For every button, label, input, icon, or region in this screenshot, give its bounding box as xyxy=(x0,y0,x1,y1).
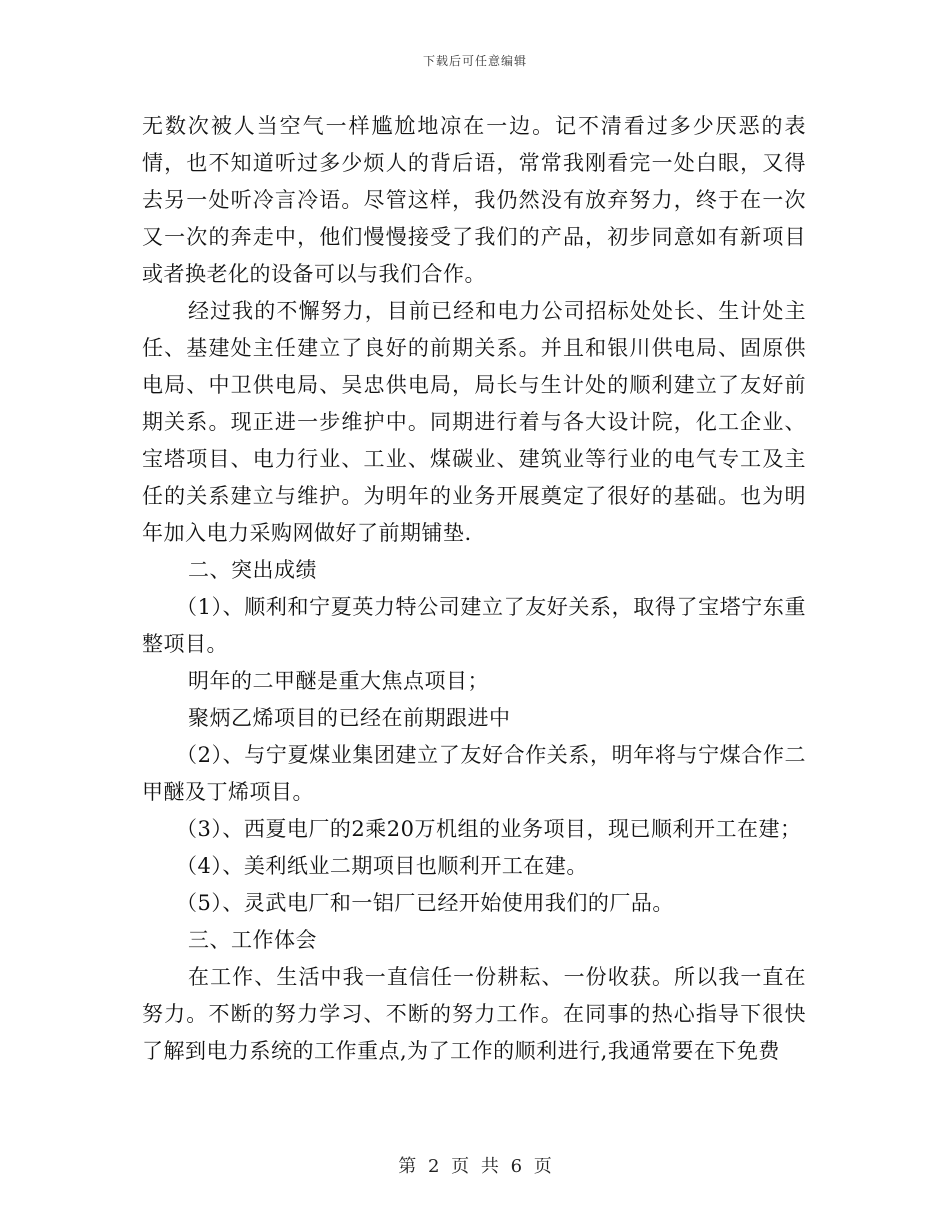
paragraph: 聚炳乙烯项目的已经在前期跟进中 xyxy=(188,706,511,730)
list-item: （2）、与宁夏煤业集团建立了友好合作关系，明年将与宁煤合作二甲醚及丁烯项目。 xyxy=(142,743,806,804)
section-heading: 三、工作体会 xyxy=(188,928,317,952)
list-item: （1）、顺利和宁夏英力特公司建立了友好关系，取得了宝塔宁东重整项目。 xyxy=(142,595,806,656)
page-header: 下载后可任意编辑 xyxy=(422,54,527,68)
paragraph: 明年的二甲醚是重大焦点项目； xyxy=(188,669,489,693)
section-heading: 二、突出成绩 xyxy=(188,558,317,582)
list-item: （5）、灵武电厂和一铝厂已经开始使用我们的厂品。 xyxy=(176,891,674,915)
document-body xyxy=(142,108,806,1070)
paragraph: 在工作、生活中我一直信任一份耕耘、一份收获。所以我一直在努力。不断的努力学习、不断的努力工作。在同事的热心指导下很快了解到电力系统的工作重点,为了工作的顺利进行,我通常要在下免费 xyxy=(142,965,806,1063)
list-item: （3）、西夏电厂的2乘20万机组的业务项目，现已顺利开工在建； xyxy=(176,817,802,841)
page-number: 第 2 页 共 6 页 xyxy=(398,1156,552,1177)
list-item: （4）、美利纸业二期项目也顺利开工在建。 xyxy=(176,854,588,878)
paragraph: 无数次被人当空气一样尴尬地凉在一边。记不清看过多少厌恶的表情，也不知道听过多少烦人的背后语，常常我刚看完一处白眼，又得去另一处听冷言冷语。尽管这样，我仍然没有放弃努力，终于在一次又一次的奔走中，他们慢慢接受了我们的产品，初步同意如有新项目或者换老化的设备可以与我们合作。 xyxy=(142,114,806,286)
paragraph: 经过我的不懈努力，目前已经和电力公司招标处处长、生计处主任、基建处主任建立了良好的前期关系。并且和银川供电局、固原供电局、中卫供电局、吴忠供电局，局长与生计处的顺利建立了友好前期关系。现正进一步维护中。同期进行着与各大设计院，化工企业、宝塔项目、电力行业、工业、煤碳业、建筑业等行业的电气专工及主任的关系建立与维护。为明年的业务开展奠定了很好的基础。也为明年加入电力采购网做好了前期铺垫. xyxy=(142,299,806,545)
